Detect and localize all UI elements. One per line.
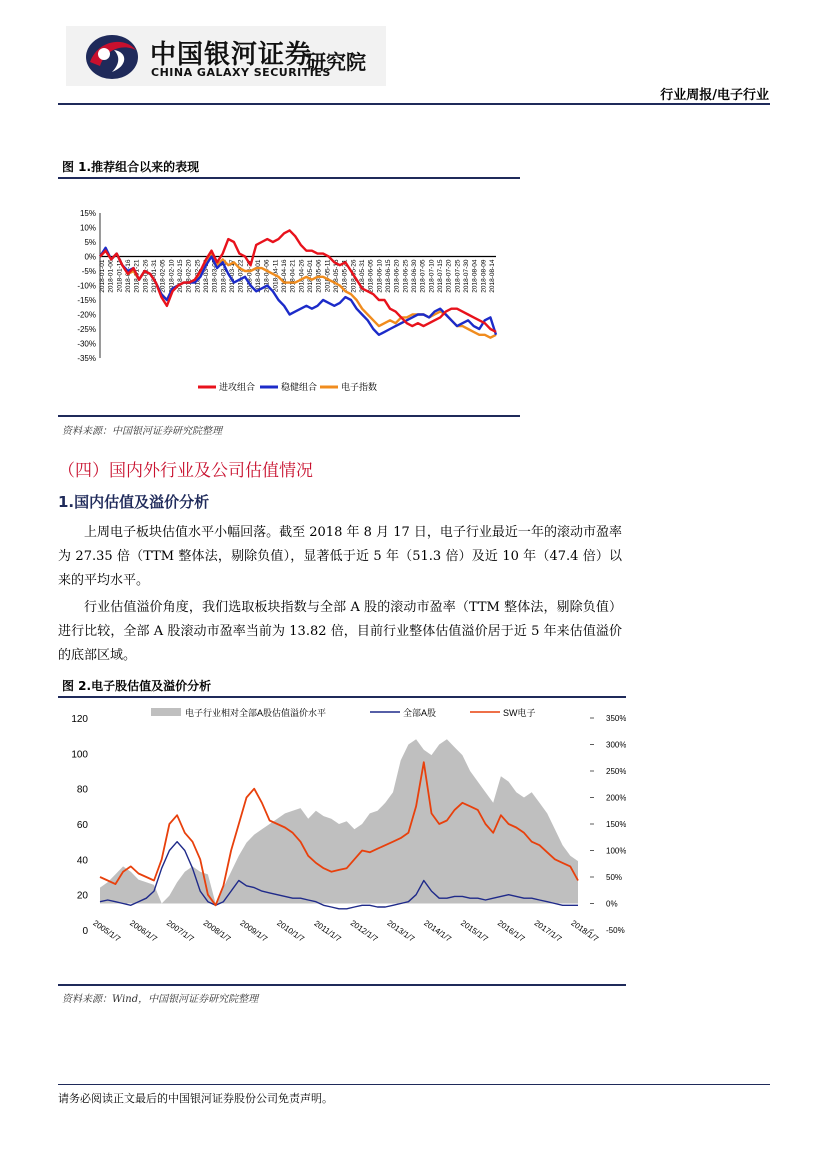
x-tick-label: 2018-02-05 (159, 259, 167, 293)
x-tick-label: 2007/1/7 (164, 918, 196, 944)
figure2-title: 图 2.电子股估值及溢价分析 (62, 679, 212, 693)
figure1-source: 资料来源：中国银河证券研究院整理 (62, 426, 222, 437)
x-tick-label: 2018-04-06 (263, 259, 271, 293)
galaxy-logo-icon (84, 32, 140, 82)
section-title: （四）国内外行业及公司估值情况 (58, 461, 313, 481)
subsection-title: 1.国内估值及溢价分析 (58, 493, 210, 511)
x-tick-label: 2009/1/7 (238, 918, 270, 944)
x-tick-label: 2018-01-26 (142, 259, 150, 293)
y-left-tick-label: 0 (82, 926, 88, 937)
x-tick-label: 2018-01-06 (107, 259, 115, 293)
logo (66, 26, 386, 86)
x-tick-label: 2018-02-10 (168, 259, 176, 293)
x-tick-label: 2018-01-01 (99, 259, 106, 293)
x-tick-label: 2018-05-31 (359, 259, 366, 293)
figure1-chart (58, 200, 520, 405)
x-tick-label: 2018-04-26 (298, 259, 306, 293)
x-tick-label: 2018-03-22 (237, 259, 245, 293)
footer-disclaimer: 请务必阅读正文最后的中国银河证券股份公司免责声明。 (58, 1092, 333, 1105)
y-right-tick-label: 250% (606, 767, 626, 776)
x-tick-label: 2018-08-04 (471, 259, 479, 293)
y-right-tick-label: 300% (606, 740, 626, 750)
x-tick-label: 2018-06-10 (376, 259, 384, 293)
x-tick-label: 2018-07-15 (437, 259, 444, 293)
x-tick-label: 2018-06-30 (411, 259, 418, 293)
x-tick-label: 2018-07-25 (454, 259, 462, 293)
x-tick-label: 2015/1/7 (459, 918, 490, 944)
x-tick-label: 2018-03-12 (220, 259, 228, 293)
x-tick-label: 2018-07-05 (419, 259, 427, 293)
y-right-tick-label: 0% (606, 899, 618, 909)
figure1-bottom-rule (58, 415, 520, 417)
x-tick-label: 2018-02-25 (194, 259, 202, 293)
footer-rule (58, 1084, 770, 1085)
x-tick-label: 2018-07-20 (445, 259, 453, 293)
x-tick-label: 2018-04-11 (272, 259, 280, 293)
x-tick-label: 2018-03-02 (203, 259, 210, 293)
x-tick-label: 2018-01-11 (116, 259, 124, 293)
y-left-tick-label: 100 (71, 749, 88, 761)
legend-label: 进攻组合 (219, 382, 256, 392)
x-tick-label: 2014/1/7 (422, 918, 453, 944)
legend-label: 电子指数 (341, 382, 378, 392)
x-tick-label: 2010/1/7 (275, 918, 306, 944)
y-tick-label: -10% (77, 281, 96, 291)
x-tick-label: 2018-01-31 (151, 259, 158, 293)
brand-name-en: CHINA GALAXY SECURITIES (151, 66, 331, 79)
x-tick-label: 2008/1/7 (201, 918, 233, 944)
x-tick-label: 2018-02-15 (177, 259, 184, 293)
y-tick-label: -25% (77, 325, 96, 334)
figure1-title: 图 1.推荐组合以来的表现 (62, 160, 200, 174)
x-tick-label: 2005/1/7 (91, 918, 123, 944)
y-left-tick-label: 20 (76, 890, 88, 902)
x-tick-label: 2018-06-20 (393, 259, 401, 293)
x-tick-label: 2018-05-11 (324, 259, 332, 293)
y-tick-label: 10% (79, 223, 96, 233)
x-tick-label: 2018-04-21 (289, 259, 297, 293)
y-tick-label: -30% (77, 339, 96, 349)
y-left-tick-label: 40 (76, 855, 88, 867)
figure1-top-rule (58, 177, 520, 179)
x-tick-label: 2018-05-06 (315, 259, 323, 293)
x-tick-label: 2018-08-14 (489, 259, 496, 293)
x-tick-label: 2018-03-27 (246, 259, 254, 293)
y-right-tick-label: 150% (606, 820, 626, 829)
x-tick-label: 2018-05-01 (307, 259, 314, 293)
x-tick-label: 2018-05-26 (350, 259, 358, 293)
legend-swatch (151, 708, 181, 716)
y-tick-label: -35% (77, 354, 96, 363)
x-tick-label: 2017/1/7 (532, 918, 564, 944)
y-right-tick-label: 100% (606, 846, 626, 856)
x-tick-label: 2018-06-15 (385, 259, 392, 293)
brand-name-cn: 中国银河证券 (150, 40, 313, 70)
y-right-tick-label: 350% (606, 714, 626, 723)
paragraph-premium: 行业估值溢价角度，我们选取板块指数与全部 A 股的滚动市盈率（TTM 整体法，剔除负值）进行比较，全部 A 股滚动市盈率当前为 13.82 倍，目前行业整体估值溢价居于近 5 年来估值溢价的底部区域。 (58, 600, 622, 663)
institute-name: 研究院 (306, 50, 366, 74)
x-tick-label: 2016/1/7 (495, 918, 527, 944)
x-tick-label: 2018-07-10 (428, 259, 436, 293)
x-tick-label: 2018-06-25 (402, 259, 410, 293)
y-tick-label: -20% (77, 310, 96, 320)
figure2-bottom-rule (58, 984, 626, 986)
x-tick-label: 2018-05-16 (333, 259, 340, 293)
x-tick-label: 2012/1/7 (348, 918, 380, 944)
x-tick-label: 2018-08-09 (480, 259, 488, 293)
figure2-source: 资料来源：Wind，中国银河证券研究院整理 (62, 994, 259, 1005)
y-left-tick-label: 80 (76, 784, 88, 796)
y-tick-label: 5% (84, 238, 96, 247)
x-tick-label: 2018-02-20 (185, 259, 193, 293)
y-right-tick-label: -50% (606, 926, 625, 935)
y-tick-label: -5% (81, 267, 96, 276)
paragraph-valuation: 上周电子板块估值水平小幅回落。截至 2018 年 8 月 17 日，电子行业最近一年的滚动市盈率为 27.35 倍（TTM 整体法，剔除负值），显著低于近 5 年（51.3 倍）及近 10 年（47.4 倍）以来的平均水平。 (58, 525, 622, 588)
y-left-tick-label: 120 (71, 714, 88, 725)
figure2-chart (58, 700, 626, 982)
x-tick-label: 2018-01-21 (133, 259, 141, 293)
legend-label: 全部A股 (403, 708, 437, 718)
header-rule (58, 103, 770, 105)
x-tick-label: 2018-03-17 (229, 259, 236, 293)
y-tick-label: 0% (84, 252, 96, 262)
y-right-tick-label: 50% (606, 873, 623, 882)
x-tick-label: 2018-04-16 (281, 259, 288, 293)
y-tick-label: 15% (79, 209, 96, 218)
x-tick-label: 2013/1/7 (385, 918, 417, 944)
y-tick-label: -15% (77, 296, 96, 305)
x-tick-label: 2018-06-05 (367, 259, 375, 293)
x-tick-label: 2018-07-30 (463, 259, 470, 293)
legend-label: 电子行业相对全部A股估值溢价水平 (185, 708, 327, 718)
y-left-tick-label: 60 (76, 820, 88, 831)
figure2-top-rule (58, 696, 626, 698)
x-tick-label: 2006/1/7 (128, 918, 159, 944)
y-right-tick-label: 200% (606, 793, 626, 803)
legend-label: SW电子 (503, 708, 536, 718)
x-tick-label: 2011/1/7 (312, 918, 343, 944)
x-tick-label: 2018-01-16 (125, 259, 132, 293)
report-type: 行业周报/电子行业 (660, 88, 769, 103)
x-tick-label: 2018-05-21 (341, 259, 349, 293)
x-tick-label: 2018-03-07 (211, 259, 219, 293)
x-tick-label: 2018-04-01 (255, 259, 262, 293)
x-tick-label: 2018/1/7 (569, 918, 601, 944)
legend-label: 稳健组合 (281, 382, 318, 392)
